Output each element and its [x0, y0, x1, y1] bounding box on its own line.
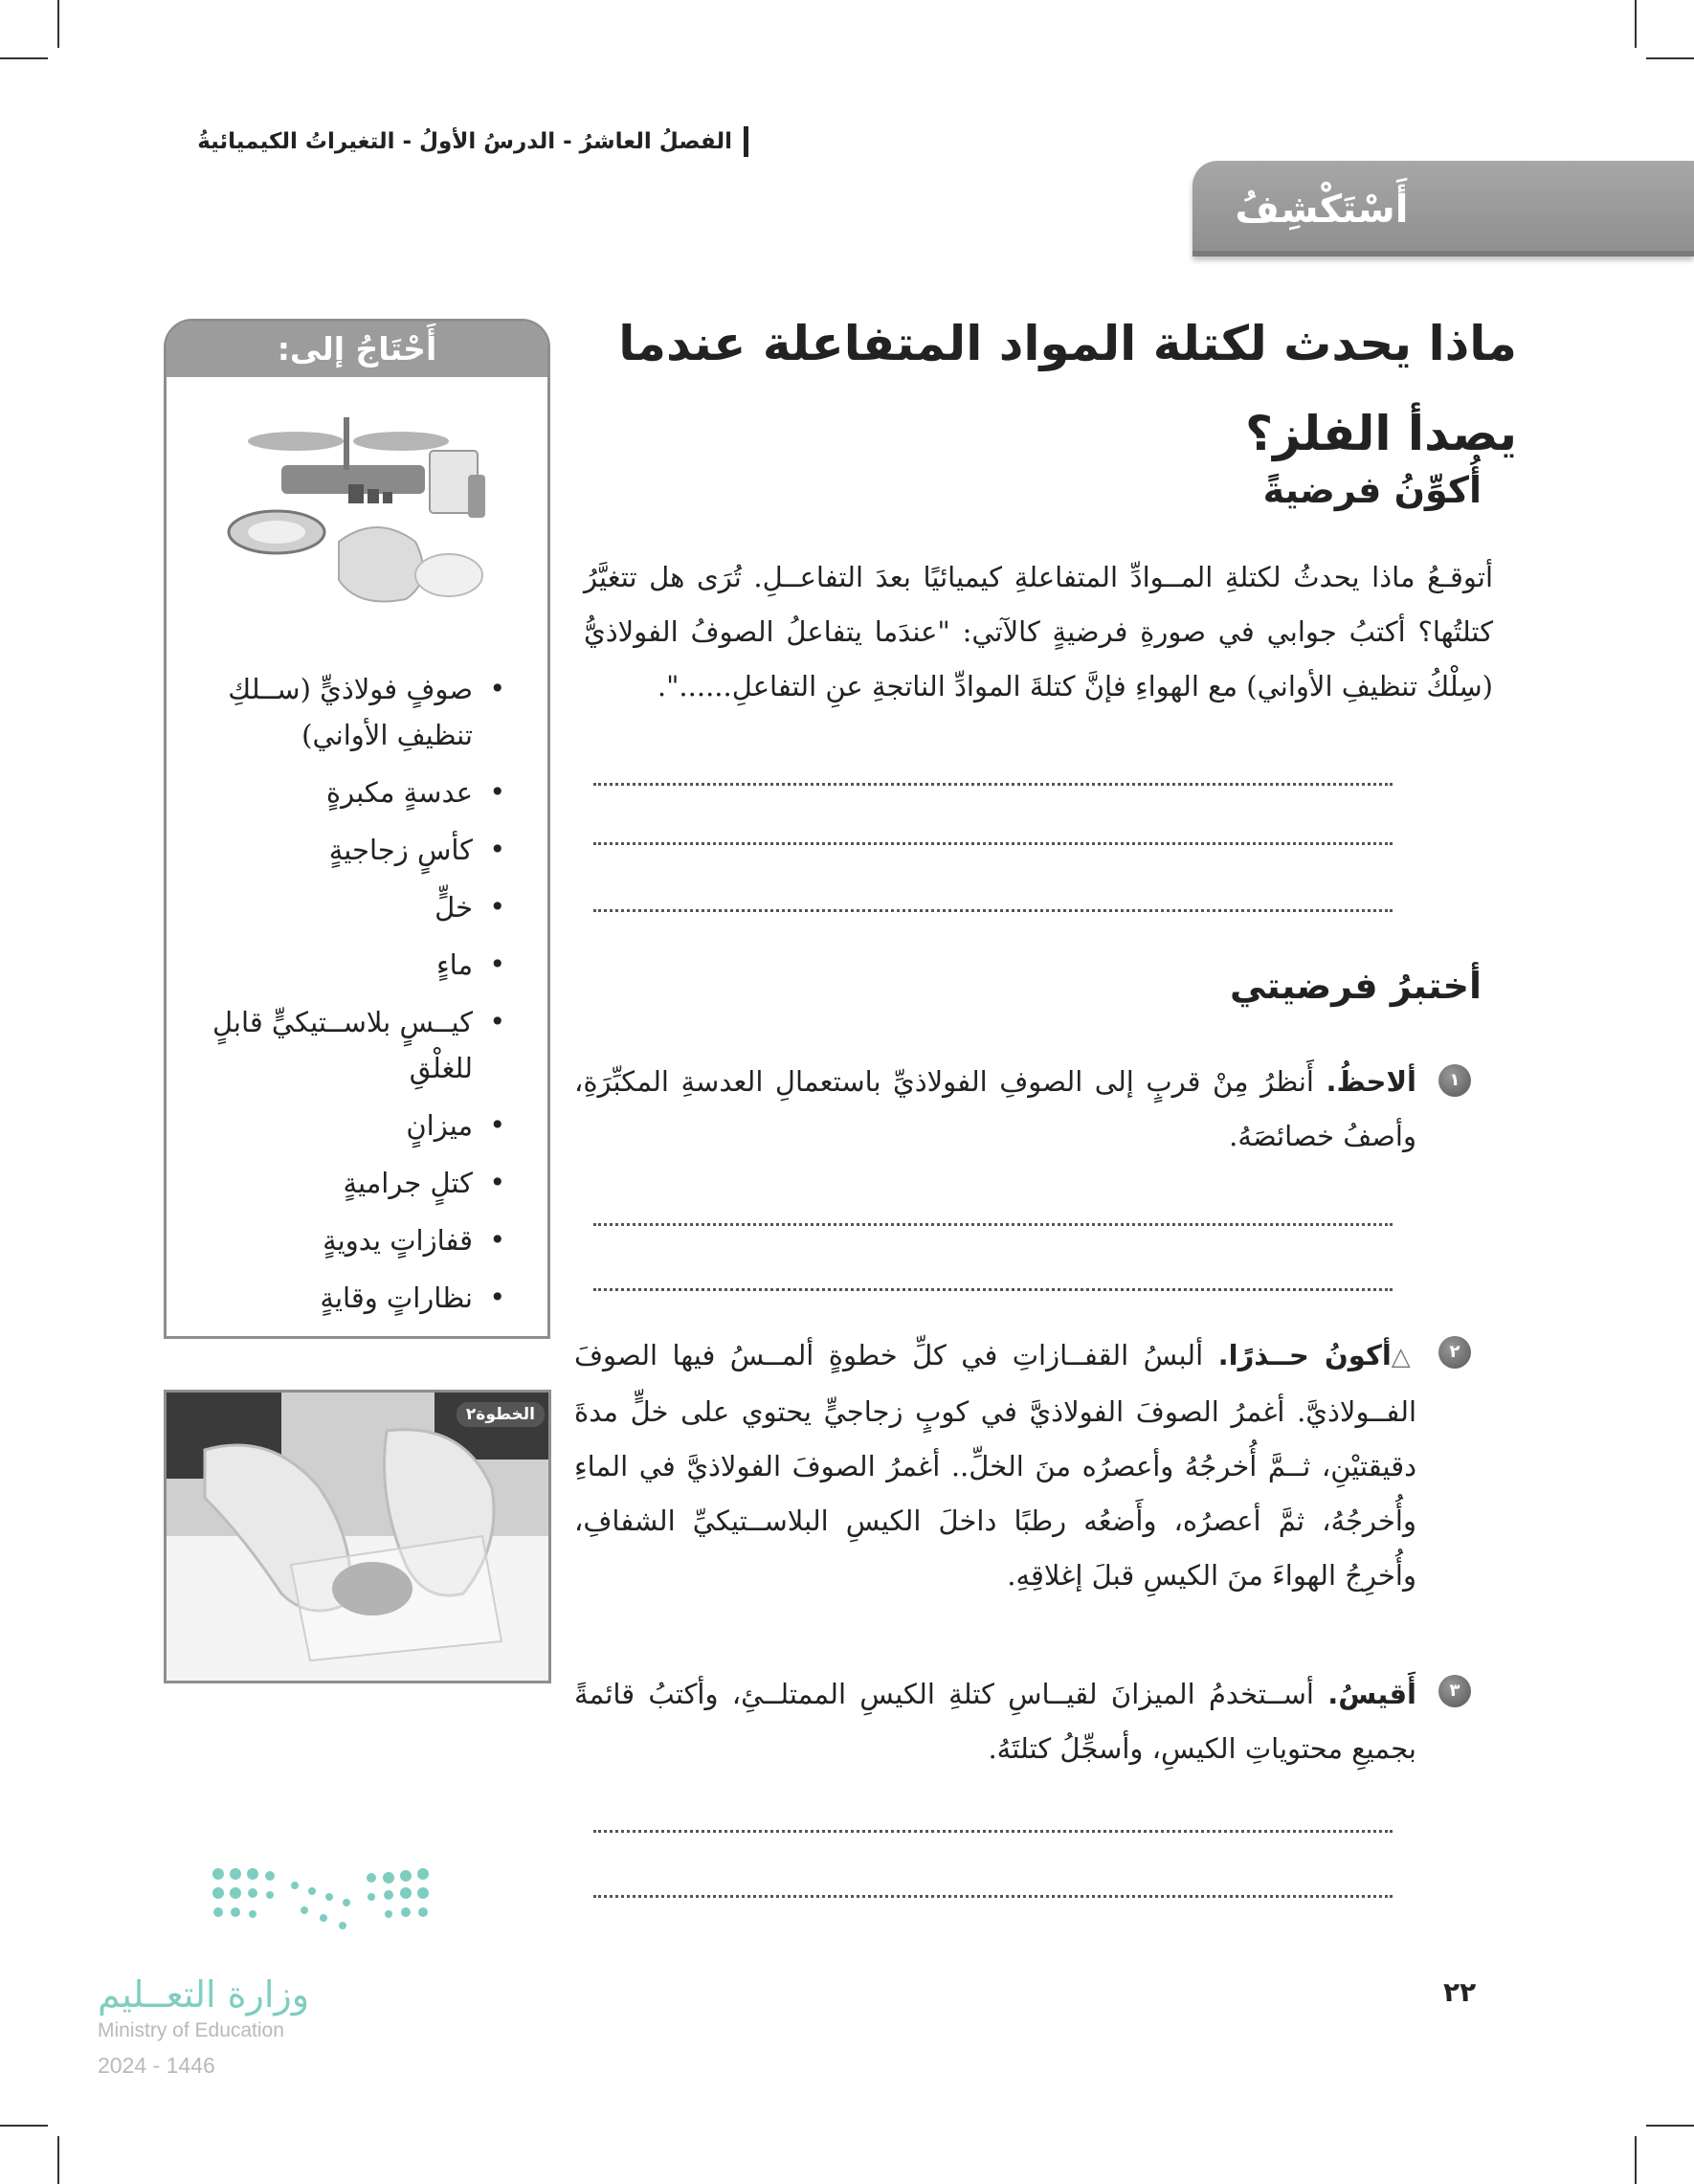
crop-mark	[1635, 2136, 1637, 2184]
crop-mark	[1635, 0, 1637, 48]
crop-mark	[0, 57, 48, 59]
test-heading: أختبرُ فرضيتي	[1229, 965, 1482, 1007]
list-item: • كتلٍ جراميةٍ	[186, 1160, 511, 1206]
materials-sidebar	[164, 319, 550, 1339]
answer-line	[593, 842, 1393, 845]
crop-mark	[57, 2136, 59, 2184]
list-item: • صوفٍ فولاذيٍّ (ســلكِ تنظيفِ الأواني)	[186, 666, 511, 758]
step-body: أســتخدمُ الميزانَ لقيــاسِ كتلةِ الكيسِ الممتلــئِ، وأكتبُ قائمةً بجميعِ محتوياتِ الكيسِ، وأسجِّلُ كتلتَهُ.	[574, 1678, 1416, 1765]
answer-line	[593, 1830, 1393, 1833]
list-item: • كيــسٍ بلاســتيكيٍّ قابلٍ للغلْقِ	[186, 999, 511, 1091]
answer-line	[593, 1288, 1393, 1291]
step-lead: أكونُ حــذرًا.	[1217, 1339, 1392, 1371]
hypothesis-heading: أُكوِّنُ فرضيةً	[1262, 469, 1482, 511]
crop-mark	[1646, 2125, 1694, 2127]
hypothesis-paragraph: أتوقـعُ ماذا يحدثُ لكتلةِ المــوادِّ المتفاعلةِ كيميائيًا بعدَ التفاعــلِ. تُرَى هل تتغيَّرُ كتلتُها؟ أكتبُ جوابي في صورةِ فرضيةٍ كالآتي: "عندَما يتفاعلُ الصوفُ الفولاذيُّ (سِلْكُ تنظيفِ الأواني) مع الهواءِ فإنَّ كتلةَ الموادِّ الناتجةِ عنِ التفاعلِ......".	[584, 561, 1493, 702]
answer-line	[593, 909, 1393, 912]
ministry-name-english: Ministry of Education	[98, 2019, 284, 2041]
main-question	[574, 299, 1517, 479]
answer-line	[593, 783, 1393, 786]
step-3-text	[574, 1667, 1416, 1776]
list-item: • قفازاتٍ يدويةٍ	[186, 1217, 511, 1263]
ministry-name-arabic: وزارة التعــليم	[98, 1973, 310, 2016]
step-number-badge: ٢	[1438, 1336, 1471, 1369]
breadcrumb: الفصلُ العاشرُ - الدرسُ الأولُ - التغيراتُ الكيميائيةُ	[197, 126, 748, 157]
step-lead: ألاحظُ.	[1326, 1065, 1416, 1098]
answer-line	[593, 1895, 1393, 1898]
step-1-text	[574, 1055, 1416, 1164]
answer-line	[593, 1223, 1393, 1226]
step-number-badge: ١	[1438, 1064, 1471, 1097]
gloved-hands-image	[167, 1393, 548, 1681]
list-item: • عدسةٍ مكبرةٍ	[186, 769, 511, 815]
warning-icon: △	[1391, 1343, 1416, 1371]
edition-year: 2024 - 1446	[98, 2053, 215, 2078]
step-tag: الخطوة٢	[457, 1402, 545, 1427]
question-line-2: يصدأ الفلز؟	[1245, 406, 1517, 461]
list-item: • نظاراتٍ وقايةٍ	[186, 1275, 511, 1321]
crop-mark	[1646, 57, 1694, 59]
list-item: • ماءٍ	[186, 942, 511, 988]
step-body: أَنظرُ مِنْ قربٍ إلى الصوفِ الفولاذيِّ باستعمالِ العدسةِ المكبِّرَةِ، وأصفُ خصائصَهُ.	[574, 1065, 1416, 1152]
step-2-text	[574, 1328, 1416, 1603]
materials-heading: أَحْتَاجُ إلى:	[167, 322, 547, 377]
section-banner-title: أَسْتَكْشِفُ	[1235, 188, 1409, 232]
list-item: • كأسٍ زجاجيةٍ	[186, 827, 511, 873]
step-photo	[164, 1390, 551, 1683]
crop-mark	[57, 0, 59, 48]
materials-list	[186, 666, 511, 1332]
step-number-badge: ٣	[1438, 1675, 1471, 1707]
step-body: ألبسُ القفــازاتِ في كلِّ خطوةٍ ألمــسُ فيها الصوفَ الفــولاذيَّ. أغمرُ الصوفَ الفولاذيَّ في كوبٍ زجاجيٍّ يحتوي على خلٍّ مدةَ دقيقتيْنِ، ثــمَّ أُخرجُهُ وأعصرُه منَ الخلِّ.. أغمرُ الصوفَ الفولاذيَّ في الماءِ وأُخرجُهُ، ثمَّ أعصرُه، وأَضعُه رطبًا داخلَ الكيسِ البلاســتيكيِّ الشفافِ، وأُخرِجُ الهواءَ منَ الكيسِ قبلَ إغلاقِهِ.	[574, 1339, 1416, 1592]
lab-equipment-image	[224, 398, 511, 609]
page-number: ٢٢	[1443, 1976, 1477, 2008]
step-lead: أَقيسُ.	[1327, 1678, 1416, 1710]
list-item: • خلٍّ	[186, 884, 511, 930]
crop-mark	[0, 2125, 48, 2127]
list-item: • ميزانٍ	[186, 1103, 511, 1148]
question-line-1: ماذا يحدث لكتلة المواد المتفاعلة عندما	[618, 316, 1517, 371]
ministry-logo-dots	[209, 1864, 448, 1941]
